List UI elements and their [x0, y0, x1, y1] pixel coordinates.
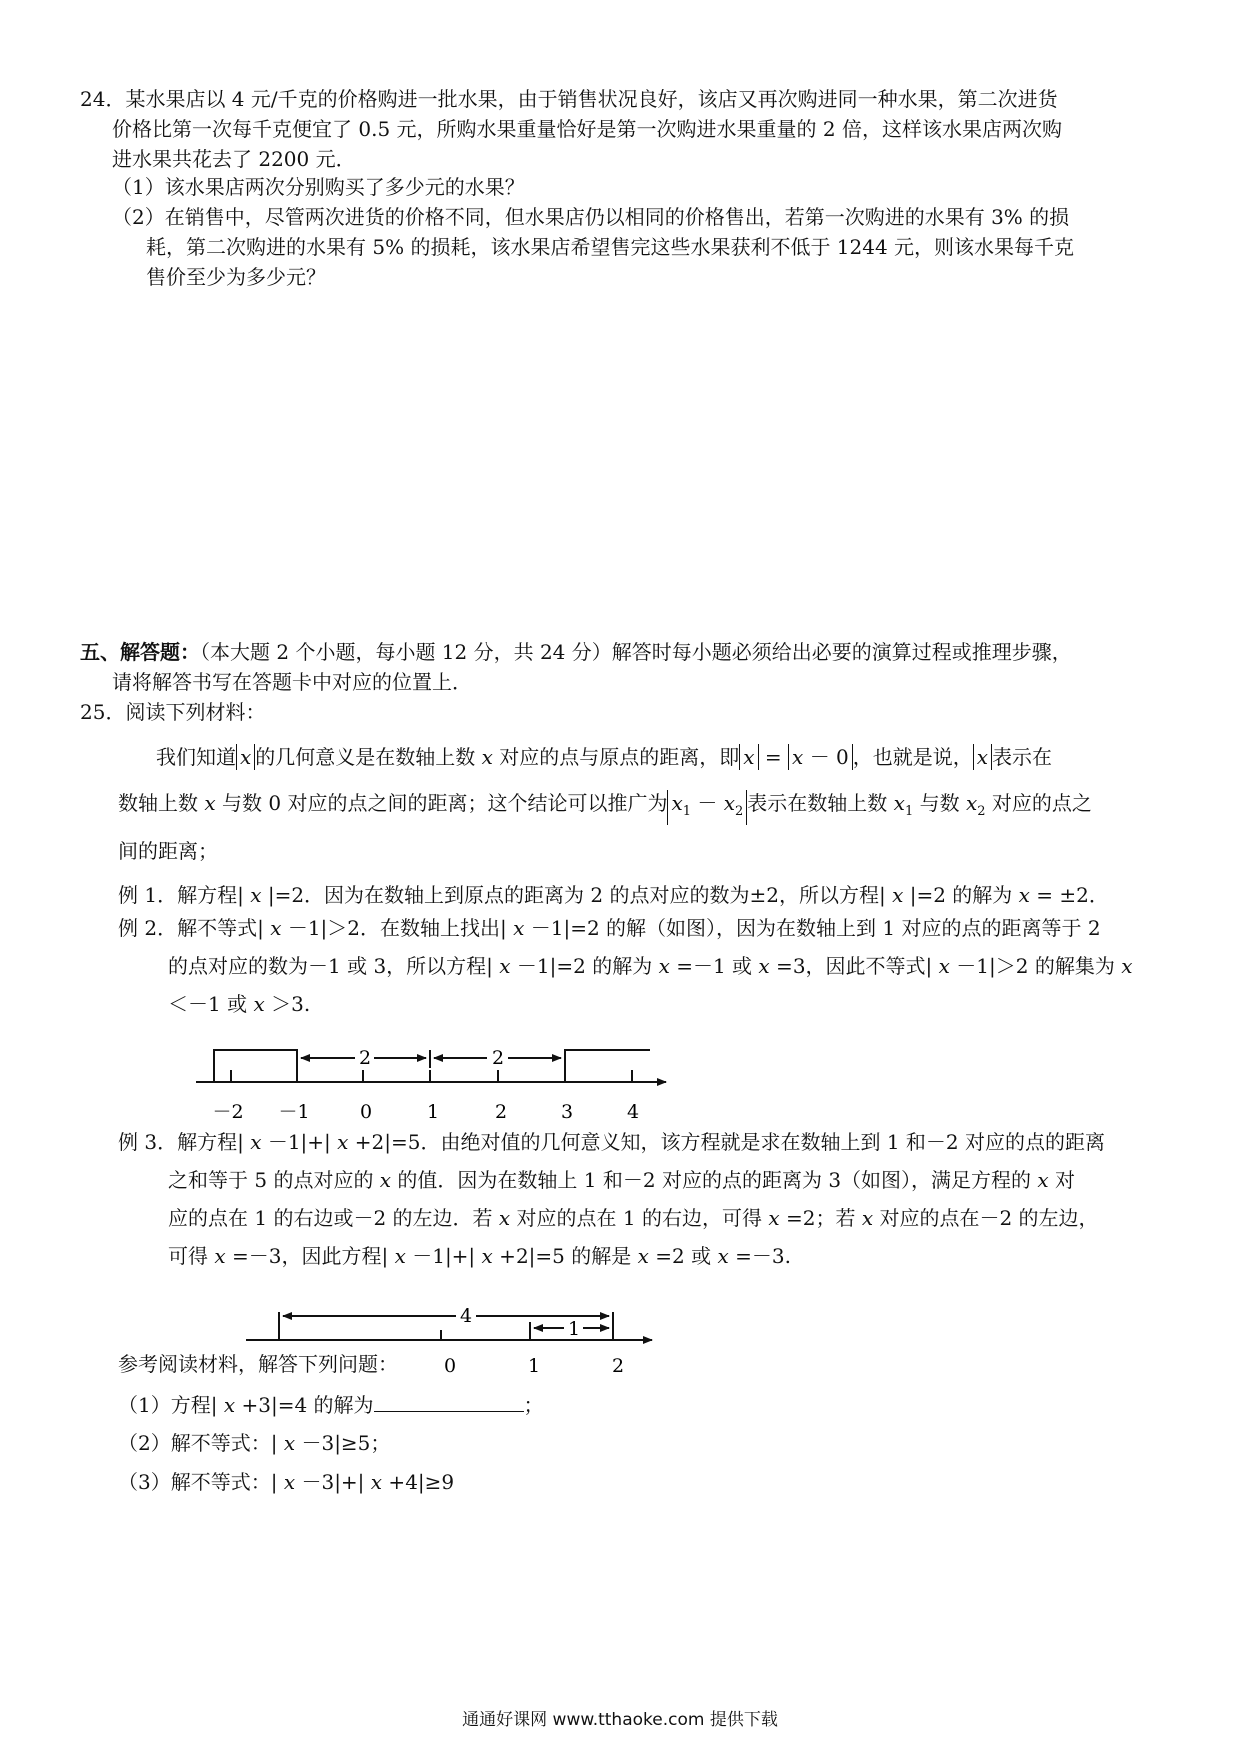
- abs-x: x: [739, 744, 758, 770]
- tick-label: 1: [527, 1355, 541, 1377]
- q25-para1: 我们知道 x 的几何意义是在数轴上数 x 对应的点与原点的距离，即 x = x － 0 ，也就是说， x 表示在: [156, 745, 1053, 769]
- q24-line3: 进水果共花去了 2200 元．: [112, 147, 356, 171]
- number-line-figure-1: [190, 1038, 680, 1128]
- q25-example3-line2: 之和等于 5 的点对应的 x 的值．因为在数轴上 1 和－2 对应的点的距离为 3（如图），满足方程的 x 对: [168, 1168, 1076, 1192]
- q25-para2: 数轴上数 x 与数 0 对应的点之间的距离；这个结论可以推广为 $x_1 - x_2$ 表示在数轴上数 $x_1$ 与数 $x_2$ 对应的点之: [118, 788, 1092, 827]
- q24-sub2-line2: 耗，第二次购进的水果有 5% 的损耗，该水果店希望售完这些水果获利不低于 1244 元，则该水果每千克: [146, 235, 1075, 259]
- tick-label: 2: [611, 1355, 625, 1377]
- tick-label: 0: [443, 1355, 457, 1377]
- q25-title: 25．阅读下列材料：: [80, 700, 266, 724]
- abs-x: x: [236, 744, 255, 770]
- q25-para3: 间的距离；: [118, 839, 218, 863]
- section5-line1: [80, 637, 1072, 667]
- q25-example1: 例 1．解方程| x |=2．因为在数轴上到原点的距离为 2 的点对应的数为±2，所以方程| x |=2 的解为 x = ±2．: [118, 883, 1109, 907]
- abs-x1-minus-x2: $x_1 - x_2$: [667, 790, 747, 825]
- q25-question1: （1）方程| x +3|=4 的解为 ；: [118, 1393, 544, 1417]
- tick-label: 4: [626, 1101, 640, 1123]
- abs-x: x: [973, 744, 992, 770]
- q25-question3: （3）解不等式：| x －3|+| x +4|≥9: [118, 1470, 455, 1494]
- q25-example2-line1: 例 2．解不等式| x －1|＞2．在数轴上找出| x －1|=2 的解（如图），因为在数轴上到 1 对应的点的距离等于 2: [118, 916, 1101, 940]
- section5-desc: （本大题 2 个小题，每小题 12 分，共 24 分）解答时每小题必须给出必要的演算过程或推理步骤，: [200, 640, 1072, 664]
- q24-line1: 24．某水果店以 4 元/千克的价格购进一批水果，由于销售状况良好，该店又再次购进同一种水果，第二次进货: [80, 87, 1058, 111]
- tick-label: 1: [426, 1101, 440, 1123]
- distance-label: 2: [358, 1047, 372, 1069]
- tick-label: 2: [494, 1101, 508, 1123]
- region-right: [565, 1050, 650, 1082]
- q25-example2-line2: 的点对应的数为－1 或 3，所以方程| x －1|=2 的解为 x =－1 或 x =3，因此不等式| x －1|＞2 的解集为 x: [168, 954, 1133, 978]
- q24-sub2-line3: 售价至少为多少元？: [146, 265, 326, 289]
- page-footer: 通通好课网 www.tthaoke.com 提供下载: [462, 1710, 778, 1730]
- distance-label: 1: [567, 1318, 581, 1340]
- tick-label: －1: [278, 1101, 310, 1123]
- section5-line2: 请将解答书写在答题卡中对应的位置上．: [112, 670, 472, 694]
- q24-sub2-line1: （2）在销售中，尽管两次进货的价格不同，但水果店仍以相同的价格售出，若第一次购进的水果有 3% 的损: [112, 205, 1070, 229]
- region-left: [214, 1050, 297, 1082]
- tick-label: －2: [212, 1101, 244, 1123]
- q24-sub1: （1）该水果店两次分别购买了多少元的水果？: [112, 175, 525, 199]
- q25-example3-line4: 可得 x =－3，因此方程| x －1|+| x +2|=5 的解是 x =2 或 x =－3.: [168, 1244, 791, 1268]
- distance-label: 4: [459, 1305, 473, 1327]
- answer-blank[interactable]: [374, 1391, 524, 1412]
- section5-heading: 五、解答题：: [80, 640, 200, 664]
- q25-example2-line3: ＜－1 或 x ＞3.: [168, 992, 311, 1016]
- q24-line2: 价格比第一次每千克便宜了 0.5 元，所购水果重量恰好是第一次购进水果重量的 2 倍，这样该水果店两次购: [112, 117, 1062, 141]
- q25-question2: （2）解不等式：| x －3|≥5；: [118, 1431, 391, 1455]
- distance-label: 2: [491, 1047, 505, 1069]
- tick-label: 3: [560, 1101, 574, 1123]
- q25-example3-line3: 应的点在 1 的右边或－2 的左边．若 x 对应的点在 1 的右边，可得 x =2；若 x 对应的点在－2 的左边，: [168, 1206, 1099, 1230]
- q25-example3-line1: 例 3．解方程| x －1|+| x +2|=5．由绝对值的几何意义知，该方程就是求在数轴上到 1 和－2 对应的点的距离: [118, 1130, 1106, 1154]
- q25-reference-prompt: 参考阅读材料，解答下列问题：: [118, 1352, 398, 1376]
- tick-label: 0: [359, 1101, 373, 1123]
- abs-x-minus-0: x － 0: [788, 744, 853, 770]
